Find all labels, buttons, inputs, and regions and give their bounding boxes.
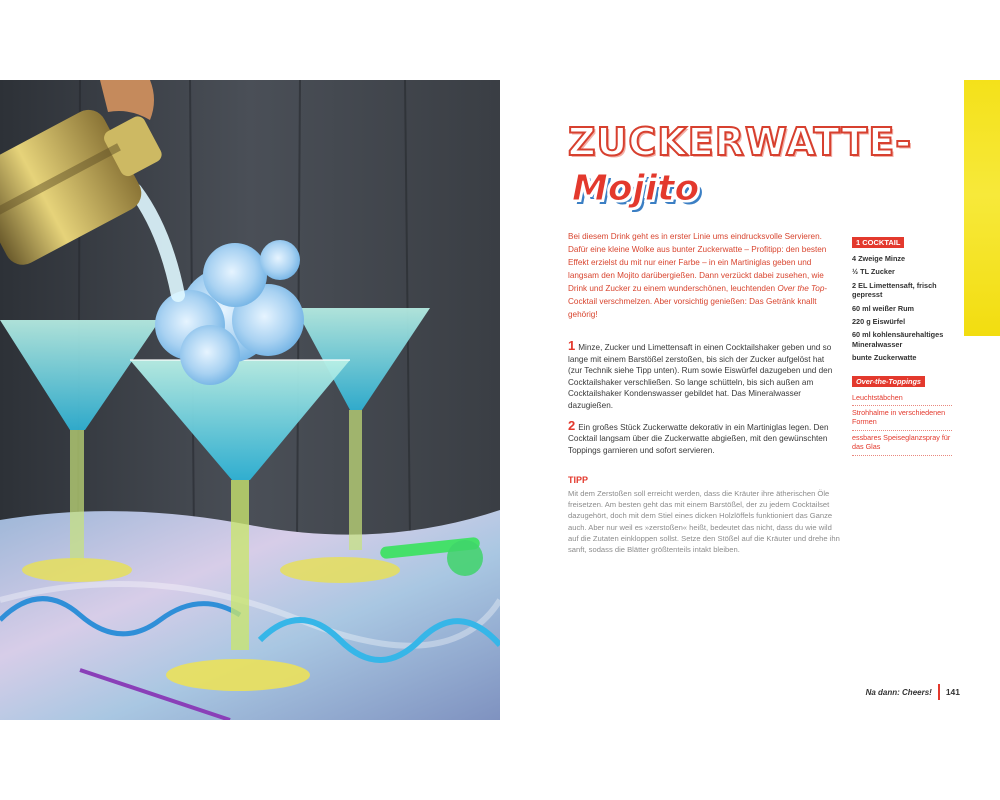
toppings-list xyxy=(852,391,952,456)
ingredient-list xyxy=(852,254,952,363)
step-text: Ein großes Stück Zuckerwatte dekorativ in ein Martiniglas legen. Den Cocktail langsam über die Zuckerwatte abgießen, mit den gewünschten Toppings garnieren und sofort servieren. xyxy=(568,422,829,455)
recipe-title-line1: ZUCKERWATTE- xyxy=(568,120,913,164)
book-spread xyxy=(0,80,1000,720)
toppings-box xyxy=(852,371,952,456)
recipe-page xyxy=(500,80,1000,720)
cocktail-photo-illustration xyxy=(0,80,500,720)
ingredient-item: bunte Zuckerwatte xyxy=(852,353,917,363)
recipe-intro xyxy=(568,230,840,321)
ingredient-item: ½ TL Zucker xyxy=(852,267,895,277)
tipp-heading: TIPP xyxy=(568,475,589,485)
footer-divider xyxy=(938,684,940,700)
yield-badge: 1 COCKTAIL xyxy=(852,237,904,248)
tipp-text: Mit dem Zerstoßen soll erreicht werden, dass die Kräuter ihre ätherischen Öle freisetzen. Am besten geht das mit einem Barstößel, der zu jedem Cocktailset dazugehört, doch mit dem Stiel eines dicken Holzlöffels funktioniert das Ganze auch. Aber nur weil es »zerstoßen« heißt, bedeutet das nicht, dass du wie wild auf die Zutaten einkloppen sollst. Setze den Stößel auf die Kräuter und drehe ihn sanft, sodass die Blätter größtenteils intakt bleiben. xyxy=(568,489,840,555)
ingredient-item: 60 ml kohlensäurehaltiges Mineralwasser xyxy=(852,330,944,349)
step-text: Minze, Zucker und Limettensaft in einen Cocktailshaker geben und so lange mit einem Barstößel zerstoßen, bis sich der Zucker aufgelöst hat (zur Technik siehe Tipp unten). Rum sowie Eiswürfel dazugeben und den Cocktailshaker verschließen. So lange schütteln, bis sich außen am Cocktailshaker Kondenswasser gebildet hat. Das Mineralwasser dazugießen. xyxy=(568,343,833,410)
step-number: 1 xyxy=(568,338,576,353)
intro-text-part2: -Cocktail verschmelzen. Aber vorsichtig genießen: Das Getränk knallt gehörig! xyxy=(568,284,828,319)
intro-text-part1: Bei diesem Drink geht es in erster Linie ums eindrucksvolle Servieren. Dafür eine kleine Wolke aus bunter Zuckerwatte – Profitipp: den besten Effekt erzielst du mit nur einer Farbe – in ein Martiniglas geben und langsam den Mojito darübergießen. Dann verzückt dabei zusehen, wie Drink und Zucker zu einem wunderschönen, leuchtenden xyxy=(568,232,827,293)
page-footer xyxy=(866,684,960,700)
page-number: 141 xyxy=(945,687,960,697)
recipe-steps xyxy=(568,340,840,464)
ingredients-box xyxy=(852,232,952,456)
step-1 xyxy=(568,340,840,412)
ingredient-item: 2 EL Limettensaft, frisch gepresst xyxy=(852,280,937,300)
toppings-heading: Over-the-Toppings xyxy=(852,376,925,387)
topping-item: Leuchtstäbchen xyxy=(852,391,952,406)
ingredient-item: 60 ml weißer Rum xyxy=(852,303,915,313)
step-number: 2 xyxy=(568,417,576,433)
yellow-edge-decoration xyxy=(964,80,1000,336)
intro-italic: Over the Top xyxy=(777,284,825,293)
running-title: Na dann: Cheers! xyxy=(865,687,932,697)
recipe-title-line2: Mojito xyxy=(572,168,700,209)
step-2 xyxy=(568,417,840,457)
topping-item: essbares Speiseglanzspray für das Glas xyxy=(852,431,952,456)
ingredient-item: 220 g Eiswürfel xyxy=(852,317,906,327)
topping-item: Strohhalme in verschiedenen Formen xyxy=(852,406,952,431)
cocktail-photo xyxy=(0,80,500,720)
ingredient-item: 4 Zweige Minze xyxy=(852,254,906,263)
